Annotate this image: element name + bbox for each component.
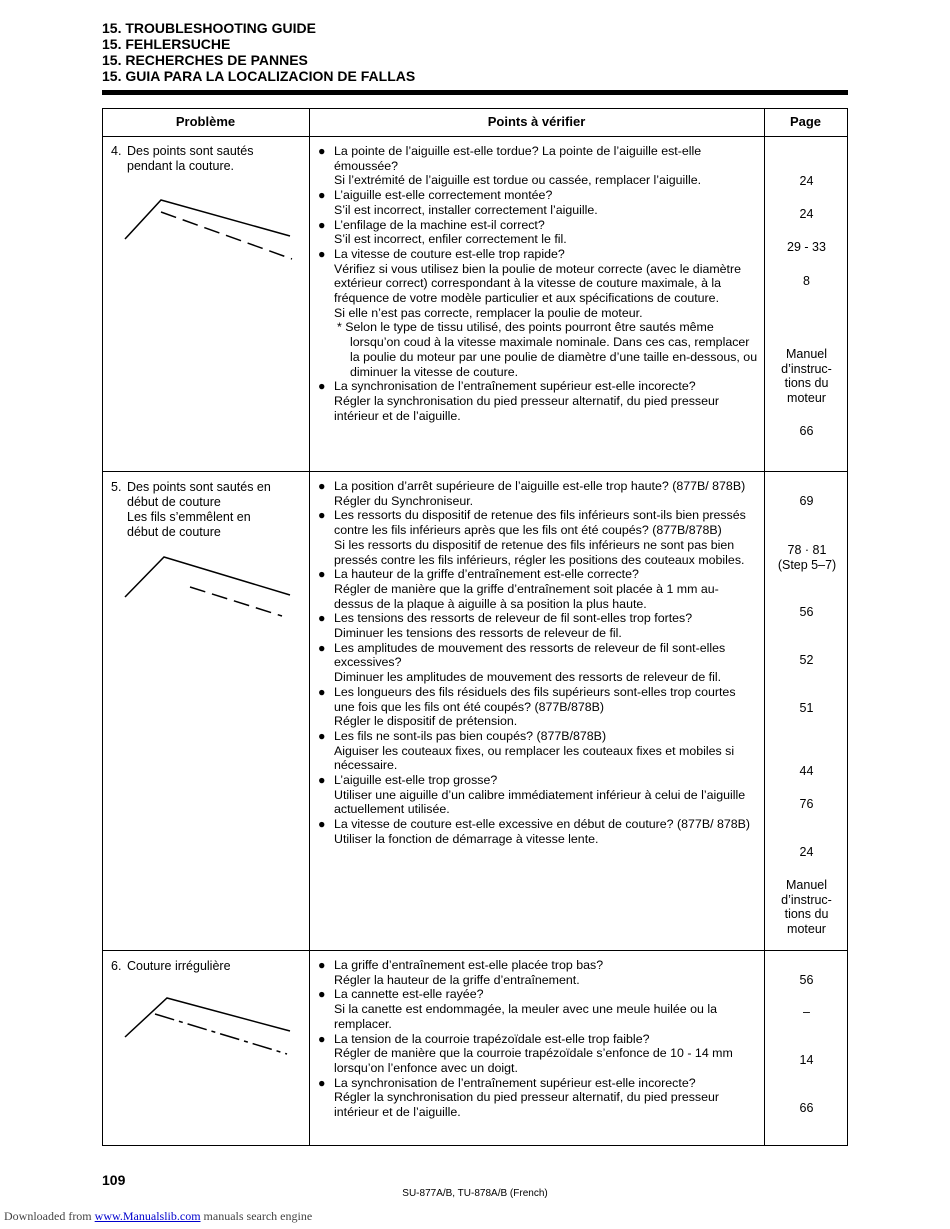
check-item bbox=[318, 641, 758, 685]
bullet-icon: ● bbox=[318, 246, 326, 261]
problem-number: 5. bbox=[111, 480, 122, 494]
check-items-4 bbox=[318, 144, 758, 423]
check-action: Régler la synchronisation du pied presseur alternatif, du pied presseur intérieur et de l’aiguille. bbox=[334, 393, 720, 423]
check-question: Les ressorts du dispositif de retenue des fils inférieurs sont-ils bien pressés contre les fils inférieurs après que les fils ont été coupés? (877B/878B) bbox=[334, 508, 746, 538]
column-divider bbox=[764, 108, 765, 1146]
check-item bbox=[318, 685, 758, 729]
check-action: Aiguiser les couteaux fixes, ou remplacer les couteaux fixes et mobiles si nécessaire. bbox=[334, 743, 735, 773]
check-action: Diminuer les tensions des ressorts de releveur de fil. bbox=[334, 626, 622, 641]
check-question: La tension de la courroie trapézoïdale est-elle trop faible? bbox=[334, 1031, 650, 1046]
table-border-left bbox=[102, 108, 103, 1146]
problem-cell-6 bbox=[111, 959, 301, 974]
check-items-5 bbox=[318, 479, 758, 847]
page-ref: 44 bbox=[799, 764, 814, 778]
page-ref: 78 · 81 (Step 5–7) bbox=[777, 543, 837, 572]
table-border-bottom bbox=[102, 1145, 848, 1146]
check-item bbox=[318, 508, 758, 567]
check-question: La synchronisation de l’entraînement supérieur est-elle incorecte? bbox=[334, 1075, 696, 1090]
check-question: Les longueurs des fils résiduels des fils supérieurs sont-elles trop courtes une fois que les fils ont été coupés? (877B/878B) bbox=[334, 684, 736, 714]
check-item bbox=[318, 144, 758, 188]
bullet-icon: ● bbox=[318, 144, 326, 158]
download-suffix: manuals search engine bbox=[203, 1209, 313, 1223]
check-action: Si l’extrémité de l’aiguille est tordue ou cassée, remplacer l’aiguille. bbox=[334, 173, 702, 188]
check-item bbox=[318, 188, 758, 217]
download-prefix: Downloaded from bbox=[4, 1209, 92, 1223]
bullet-icon: ● bbox=[318, 508, 326, 523]
bullet-icon: ● bbox=[318, 640, 326, 655]
check-item bbox=[318, 958, 758, 987]
page-ref: 24 bbox=[799, 174, 814, 188]
page-ref: 8 bbox=[803, 274, 810, 288]
check-question: L’enfilage de la machine est-il correct? bbox=[334, 217, 545, 232]
skipped-stitch-start-diagram bbox=[122, 552, 297, 622]
header-line-es: 15. GUIA PARA LA LOCALIZACION DE FALLAS bbox=[102, 68, 416, 84]
problem-number: 4. bbox=[111, 144, 122, 158]
model-footer: SU-877A/B, TU-878A/B (French) bbox=[402, 1188, 548, 1199]
bullet-icon: ● bbox=[318, 1075, 326, 1090]
check-items-6 bbox=[318, 958, 758, 1120]
bullet-icon: ● bbox=[318, 611, 326, 626]
page-ref: Manuel d’instruc-tions du moteur bbox=[781, 347, 832, 406]
bullet-icon: ● bbox=[318, 773, 326, 788]
bullet-icon: ● bbox=[318, 379, 326, 394]
check-action: Régler du Synchroniseur. bbox=[334, 493, 474, 508]
download-footer bbox=[4, 1209, 312, 1224]
page-ref: 51 bbox=[799, 701, 814, 715]
check-item bbox=[318, 611, 758, 640]
check-item bbox=[318, 247, 758, 379]
bullet-icon: ● bbox=[318, 987, 326, 1002]
check-action: Utiliser la fonction de démarrage à vitesse lente. bbox=[334, 831, 599, 846]
section-headers bbox=[102, 20, 415, 84]
page-ref: 24 bbox=[799, 845, 814, 859]
problem-number: 6. bbox=[111, 959, 122, 973]
page-ref: 56 bbox=[799, 605, 814, 619]
bullet-icon: ● bbox=[318, 479, 326, 493]
check-action: Vérifiez si vous utilisez bien la poulie de moteur correcte (avec le diamètre extérieur correct) correspondant à la vitesse de couture maximale, à la fréquence de votre modèle particulier et aux spécifications de couture. bbox=[334, 261, 742, 306]
page-ref: 52 bbox=[799, 653, 814, 667]
check-question: L’aiguille est-elle correctement montée? bbox=[334, 188, 553, 203]
check-action: S’il est incorrect, installer correctement l’aiguille. bbox=[334, 202, 598, 217]
check-action: Régler la synchronisation du pied presseur alternatif, du pied presseur intérieur et de l’aiguille. bbox=[334, 1090, 720, 1120]
bullet-icon: ● bbox=[318, 684, 326, 699]
check-question: Les amplitudes de mouvement des ressorts de releveur de fil sont-elles excessives? bbox=[334, 640, 726, 670]
check-question: L’aiguille est-elle trop grosse? bbox=[334, 773, 498, 788]
column-header-problem: Problème bbox=[175, 114, 236, 129]
check-question: La cannette est-elle rayée? bbox=[334, 987, 484, 1002]
check-item bbox=[318, 567, 758, 611]
bullet-icon: ● bbox=[318, 958, 326, 972]
check-item bbox=[318, 218, 758, 247]
check-question: La hauteur de la griffe d’entraînement est-elle correcte? bbox=[334, 567, 639, 582]
check-action: Utiliser une aiguille d’un calibre immédiatement inférieur à celui de l’aiguille actuellement utilisée. bbox=[334, 787, 746, 817]
problem-text: Couture irrégulière bbox=[127, 959, 231, 973]
check-item bbox=[318, 817, 758, 846]
check-question: Les tensions des ressorts de releveur de fil sont-elles trop fortes? bbox=[334, 611, 693, 626]
check-action: Si les ressorts du dispositif de retenue des fils inférieurs ne sont pas bien pressés contre les fils inférieurs, régler les positions des couteaux mobiles. bbox=[334, 537, 745, 567]
irregular-stitch-diagram bbox=[122, 992, 297, 1064]
check-item bbox=[318, 1076, 758, 1120]
check-question: La vitesse de couture est-elle excessive en début de couture? (877B/ 878B) bbox=[334, 817, 751, 832]
manualslib-link[interactable]: www.Manualslib.com bbox=[94, 1209, 201, 1223]
column-divider bbox=[309, 108, 310, 1146]
bullet-icon: ● bbox=[318, 728, 326, 743]
check-question: Les fils ne sont-ils pas bien coupés? (877B/878B) bbox=[334, 728, 607, 743]
bullet-icon: ● bbox=[318, 567, 326, 582]
page-ref: 14 bbox=[799, 1053, 814, 1067]
check-item bbox=[318, 987, 758, 1031]
check-item bbox=[318, 479, 758, 508]
problem-text: Des points sont sautés pendant la couture. bbox=[127, 144, 254, 173]
page-ref: 56 bbox=[799, 973, 814, 987]
check-action: Régler le dispositif de prétension. bbox=[334, 714, 518, 729]
check-question: La position d’arrêt supérieure de l’aiguille est-elle trop haute? (877B/ 878B) bbox=[334, 479, 746, 493]
page-ref: 66 bbox=[799, 424, 814, 438]
check-item bbox=[318, 1032, 758, 1076]
problem-cell-4 bbox=[111, 144, 301, 174]
bullet-icon: ● bbox=[318, 188, 326, 203]
column-header-points: Points à vérifier bbox=[487, 114, 586, 129]
check-question: La pointe de l’aiguille est-elle tordue? La pointe de l’aiguille est-elle émoussée? bbox=[334, 144, 702, 173]
check-note: * Selon le type de tissu utilisé, des points pourront être sautés même lorsqu’on coud à la vitesse maximale nominale. Dans ces cas, remplacer la poulie du moteur par une poulie de diamètre d’une taille en-dessous, ou diminuer la vitesse de couture. bbox=[337, 320, 758, 379]
page-ref: 76 bbox=[799, 797, 814, 811]
check-action: Régler de manière que la courroie trapézoïdale s’enfonce de 10 - 14 mm lorsqu’on l’enfonce avec un doigt. bbox=[334, 1046, 733, 1075]
table-header-divider bbox=[102, 136, 848, 137]
check-question: La synchronisation de l’entraînement supérieur est-elle incorecte? bbox=[334, 379, 696, 394]
check-question: La griffe d’entraînement est-elle placée trop bas? bbox=[334, 958, 604, 972]
check-item bbox=[318, 379, 758, 423]
page-ref: – bbox=[803, 1005, 810, 1019]
check-action: Si la canette est endommagée, la meuler avec une meule huilée ou la remplacer. bbox=[334, 1002, 717, 1031]
page-ref: 29 - 33 bbox=[787, 240, 826, 254]
header-rule bbox=[102, 90, 848, 95]
header-line-fr: 15. RECHERCHES DE PANNES bbox=[102, 52, 308, 68]
check-action: Si elle n’est pas correcte, remplacer la poulie de moteur. bbox=[334, 305, 643, 320]
bullet-icon: ● bbox=[318, 817, 326, 832]
column-header-page: Page bbox=[789, 114, 822, 129]
check-action: S’il est incorrect, enfiler correctement le fil. bbox=[334, 232, 567, 247]
row-divider bbox=[102, 471, 848, 472]
check-action: Diminuer les amplitudes de mouvement des ressorts de releveur de fil. bbox=[334, 670, 722, 685]
check-question: La vitesse de couture est-elle trop rapide? bbox=[334, 246, 565, 261]
bullet-icon: ● bbox=[318, 1031, 326, 1046]
check-item bbox=[318, 729, 758, 773]
page-ref: 24 bbox=[799, 207, 814, 221]
problem-text: Des points sont sautés en début de couture Les fils s’emmêlent en début de couture bbox=[127, 480, 271, 539]
header-line-en: 15. TROUBLESHOOTING GUIDE bbox=[102, 20, 316, 36]
check-action: Régler la hauteur de la griffe d’entraînement. bbox=[334, 972, 580, 987]
check-item bbox=[318, 773, 758, 817]
problem-cell-5 bbox=[111, 480, 301, 540]
troubleshooting-table bbox=[102, 108, 848, 1146]
page-ref: 69 bbox=[799, 494, 814, 508]
header-line-de: 15. FEHLERSUCHE bbox=[102, 36, 231, 52]
page-number: 109 bbox=[102, 1172, 126, 1188]
row-divider bbox=[102, 950, 848, 951]
page-ref: 66 bbox=[799, 1101, 814, 1115]
skipped-stitch-diagram bbox=[122, 192, 297, 264]
page-ref: Manuel d’instruc-tions du moteur bbox=[781, 878, 832, 937]
bullet-icon: ● bbox=[318, 217, 326, 232]
table-border-right bbox=[847, 108, 848, 1146]
check-action: Régler de manière que la griffe d’entraînement soit placée à 1 mm au-dessus de la plaque à aiguille à sa position la plus haute. bbox=[334, 581, 719, 611]
